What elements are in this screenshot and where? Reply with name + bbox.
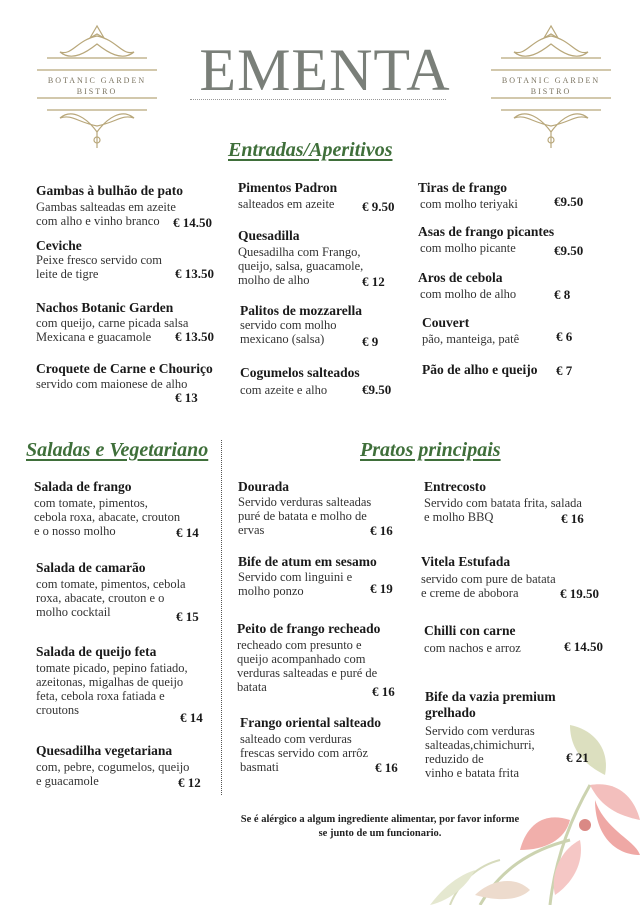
menu-item-desc: Gambas salteadas em azeite xyxy=(36,200,176,214)
menu-item-name: Pimentos Padron xyxy=(238,180,338,195)
menu-item-name: Cogumelos salteados xyxy=(240,365,360,380)
menu-item-desc: e molho BBQ xyxy=(424,510,494,524)
menu-item-desc: feta, cebola roxa fatiada e xyxy=(36,689,165,703)
menu-item-price: € 14 xyxy=(176,525,199,540)
menu-item-name: Peito de frango recheado xyxy=(237,621,381,636)
menu-item-desc: mexicano (salsa) xyxy=(240,332,325,346)
menu-item-price: € 16 xyxy=(561,511,584,526)
menu-item-price: € 19 xyxy=(370,581,393,596)
menu-item-name: Quesadilha vegetariana xyxy=(36,743,173,758)
menu-item-desc: frescas servido com arrôz xyxy=(240,746,369,760)
menu-item-name: Asas de frango picantes xyxy=(418,224,555,239)
menu-item-desc: servido com molho xyxy=(240,318,337,332)
menu-item-name: Nachos Botanic Garden xyxy=(36,300,174,315)
menu-item-name: Bife da vazia premium xyxy=(425,689,556,704)
menu-item-price: € 14.50 xyxy=(564,639,603,654)
menu-item-desc: Quesadilha com Frango, xyxy=(238,245,361,259)
menu-item-name: Dourada xyxy=(238,479,290,494)
menu-item-desc: Servido com verduras xyxy=(425,724,535,738)
menu-item-desc: croutons xyxy=(36,703,80,717)
menu-item-desc: azeitonas, migalhas de queijo xyxy=(36,675,184,689)
menu-item-desc: roxa, abacate, crouton e o xyxy=(36,591,165,605)
menu-item-desc: salteado com verduras xyxy=(240,732,352,746)
menu-item-desc: vinho e batata frita xyxy=(425,766,520,780)
menu-item-desc: com molho picante xyxy=(420,241,516,255)
menu-item-price: € 9.50 xyxy=(362,199,395,214)
menu-item-price: € 15 xyxy=(176,609,199,624)
menu-item-name: Salada de queijo feta xyxy=(36,644,157,659)
menu-item-desc: recheado com presunto e xyxy=(237,638,362,652)
flower-decoration xyxy=(420,690,640,905)
menu-item-price: € 7 xyxy=(556,363,573,378)
menu-item-desc: molho de alho xyxy=(238,273,310,287)
logo-text-line1: BOTANIC GARDEN xyxy=(501,76,601,85)
menu-item-desc: e creme de abobora xyxy=(421,586,519,600)
menu-item-desc: cebola roxa, abacate, crouton xyxy=(34,510,181,524)
menu-item-price: € 6 xyxy=(556,329,573,344)
menu-item-desc: leite de tigre xyxy=(36,267,99,281)
menu-item-price: € 14 xyxy=(180,710,203,725)
menu-item-desc: Servido verduras salteadas xyxy=(238,495,372,509)
menu-item-desc: com tomate, pimentos, cebola xyxy=(36,577,186,591)
menu-item-price: € 16 xyxy=(372,684,395,699)
menu-item-desc: e guacamole xyxy=(36,774,99,788)
menu-item-price: € 13.50 xyxy=(175,266,214,281)
menu-item-desc: Servido com batata frita, salada xyxy=(424,496,582,510)
menu-item-desc: puré de batata e molho de xyxy=(238,509,367,523)
menu-item-price: € 16 xyxy=(370,523,393,538)
menu-item-name: Gambas à bulhão de pato xyxy=(36,183,184,198)
page-title: EMENTA xyxy=(199,37,451,103)
menu-item-name: Tiras de frango xyxy=(418,180,508,195)
menu-item-desc: com, pebre, cogumelos, queijo xyxy=(36,760,190,774)
menu-item-name: Chilli con carne xyxy=(424,623,516,638)
menu-item-desc: basmati xyxy=(240,760,279,774)
menu-item-name: Entrecosto xyxy=(424,479,486,494)
menu-item-desc: batata xyxy=(237,680,267,694)
menu-item-desc: servido com pure de batata xyxy=(421,572,556,586)
menu-item-name-line2: grelhado xyxy=(425,705,476,720)
menu-item-desc: com alho e vinho branco xyxy=(36,214,160,228)
menu-item-name: Vitela Estufada xyxy=(421,554,511,569)
allergy-note-line1: Se é alérgico a algum ingrediente alimentar, por favor informe xyxy=(240,814,520,825)
column-divider xyxy=(221,440,222,795)
section-pratos-heading: Pratos principais xyxy=(360,439,501,461)
logo-text-line1: BOTANIC GARDEN xyxy=(47,76,147,85)
menu-item-name: Pão de alho e queijo xyxy=(422,362,538,377)
menu-item-desc: Servido com linguini e xyxy=(238,570,353,584)
allergy-note-line2: se junto de um funcionario. xyxy=(318,828,442,839)
menu-item-price: € 21 xyxy=(566,750,589,765)
logo-text-line2: BISTRO xyxy=(76,87,118,96)
menu-item-name: Salada de camarão xyxy=(36,560,146,575)
menu-item-price: € 12 xyxy=(362,274,385,289)
section-saladas-heading: Saladas e Vegetariano xyxy=(26,439,209,461)
menu-item-desc: Mexicana e guacamole xyxy=(36,330,152,344)
menu-item-desc: queijo acompanhado com xyxy=(237,652,366,666)
menu-item-price: € 13.50 xyxy=(175,329,214,344)
menu-item-desc: queijo, salsa, guacamole, xyxy=(238,259,364,273)
menu-item-desc: com azeite e alho xyxy=(240,383,328,397)
title-underline xyxy=(190,99,446,100)
menu-item-desc: com queijo, carne picada salsa xyxy=(36,316,189,330)
menu-item-price: € 13 xyxy=(175,390,198,405)
menu-item-desc: salteadas,chimichurri, xyxy=(425,738,535,752)
menu-item-desc: e o nosso molho xyxy=(34,524,116,538)
menu-item-desc: com nachos e arroz xyxy=(424,641,521,655)
menu-item-name: Ceviche xyxy=(36,238,82,253)
menu-item-name: Bife de atum em sesamo xyxy=(238,554,377,569)
logo-text-line2: BISTRO xyxy=(530,87,572,96)
menu-item-price: € 19.50 xyxy=(560,586,599,601)
menu-item-desc: molho cocktail xyxy=(36,605,111,619)
menu-item-desc: molho ponzo xyxy=(238,584,304,598)
menu-item-name: Frango oriental salteado xyxy=(240,715,381,730)
menu-item-price: € 14.50 xyxy=(173,215,212,230)
menu-item-price: €9.50 xyxy=(554,194,584,209)
menu-item-desc: reduzido de xyxy=(425,752,484,766)
menu-item-desc: pão, manteiga, patê xyxy=(422,332,520,346)
menu-item-desc: Peixe fresco servido com xyxy=(36,253,163,267)
menu-item-desc: com molho de alho xyxy=(420,287,517,301)
menu-item-name: Croquete de Carne e Chouriço xyxy=(36,361,213,376)
menu-item-price: € 9 xyxy=(362,334,379,349)
menu-item-name: Aros de cebola xyxy=(418,270,503,285)
menu-item-price: €9.50 xyxy=(362,382,392,397)
logo-right xyxy=(486,22,616,152)
menu-item-name: Palitos de mozzarella xyxy=(240,303,362,318)
menu-item-price: € 12 xyxy=(178,775,201,790)
section-entradas-heading: Entradas/Aperitivos xyxy=(228,139,393,161)
menu-item-desc: verduras salteadas e puré de xyxy=(237,666,378,680)
menu-item-price: €9.50 xyxy=(554,243,584,258)
logo-left xyxy=(32,22,162,152)
menu-item-name: Couvert xyxy=(422,315,470,330)
menu-item-name: Quesadilla xyxy=(238,228,300,243)
menu-item-desc: com molho teriyaki xyxy=(420,197,518,211)
menu-item-price: € 16 xyxy=(375,760,398,775)
menu-item-desc: servido com maionese de alho xyxy=(36,377,188,391)
menu-item-desc: tomate picado, pepino fatiado, xyxy=(36,661,188,675)
menu-item-name: Salada de frango xyxy=(34,479,132,494)
menu-item-desc: com tomate, pimentos, xyxy=(34,496,148,510)
menu-item-price: € 8 xyxy=(554,287,571,302)
menu-item-desc: salteados em azeite xyxy=(238,197,335,211)
menu-item-desc: ervas xyxy=(238,523,265,537)
